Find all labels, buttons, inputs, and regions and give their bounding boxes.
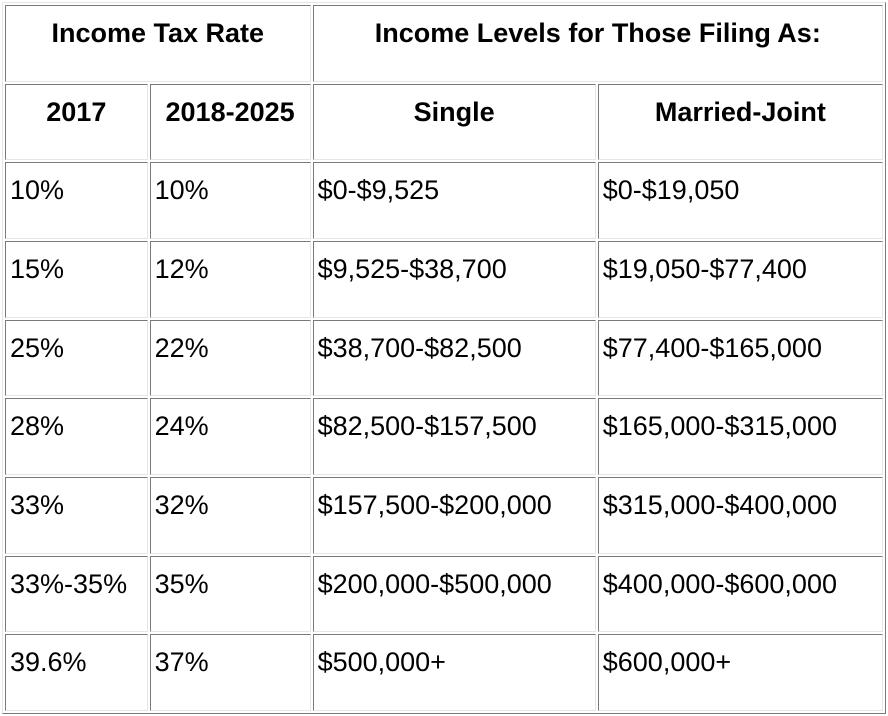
cell-married-range: $0-$19,050 <box>598 162 883 239</box>
cell-married-range: $77,400-$165,000 <box>598 320 883 397</box>
cell-single-range: $82,500-$157,500 <box>313 398 596 475</box>
tax-table-container <box>2 2 886 714</box>
cell-2018-rate: 32% <box>150 477 311 554</box>
table-row <box>5 634 883 711</box>
table-row <box>5 556 883 633</box>
cell-single-range: $9,525-$38,700 <box>313 241 596 318</box>
cell-2017-rate: 33%-35% <box>5 556 148 633</box>
header-income-levels: Income Levels for Those Filing As: <box>313 5 883 82</box>
header-row-columns <box>5 84 883 161</box>
cell-2017-rate: 10% <box>5 162 148 239</box>
cell-2018-rate: 37% <box>150 634 311 711</box>
cell-married-range: $165,000-$315,000 <box>598 398 883 475</box>
cell-married-range: $315,000-$400,000 <box>598 477 883 554</box>
cell-2017-rate: 33% <box>5 477 148 554</box>
cell-single-range: $200,000-$500,000 <box>313 556 596 633</box>
table-row <box>5 398 883 475</box>
cell-married-range: $400,000-$600,000 <box>598 556 883 633</box>
table-row <box>5 241 883 318</box>
cell-2017-rate: 15% <box>5 241 148 318</box>
cell-single-range: $157,500-$200,000 <box>313 477 596 554</box>
cell-2017-rate: 25% <box>5 320 148 397</box>
cell-2018-rate: 35% <box>150 556 311 633</box>
cell-single-range: $38,700-$82,500 <box>313 320 596 397</box>
header-2018-2025: 2018-2025 <box>150 84 311 161</box>
header-income-tax-rate: Income Tax Rate <box>5 5 311 82</box>
cell-single-range: $0-$9,525 <box>313 162 596 239</box>
table-row <box>5 477 883 554</box>
cell-2018-rate: 22% <box>150 320 311 397</box>
cell-2017-rate: 28% <box>5 398 148 475</box>
cell-2018-rate: 12% <box>150 241 311 318</box>
cell-single-range: $500,000+ <box>313 634 596 711</box>
cell-2018-rate: 10% <box>150 162 311 239</box>
header-row-groups <box>5 5 883 82</box>
cell-2017-rate: 39.6% <box>5 634 148 711</box>
header-married-joint: Married-Joint <box>598 84 883 161</box>
cell-2018-rate: 24% <box>150 398 311 475</box>
table-row <box>5 162 883 239</box>
cell-married-range: $600,000+ <box>598 634 883 711</box>
cell-married-range: $19,050-$77,400 <box>598 241 883 318</box>
tax-brackets-table <box>2 2 886 714</box>
table-row <box>5 320 883 397</box>
header-single: Single <box>313 84 596 161</box>
header-2017: 2017 <box>5 84 148 161</box>
